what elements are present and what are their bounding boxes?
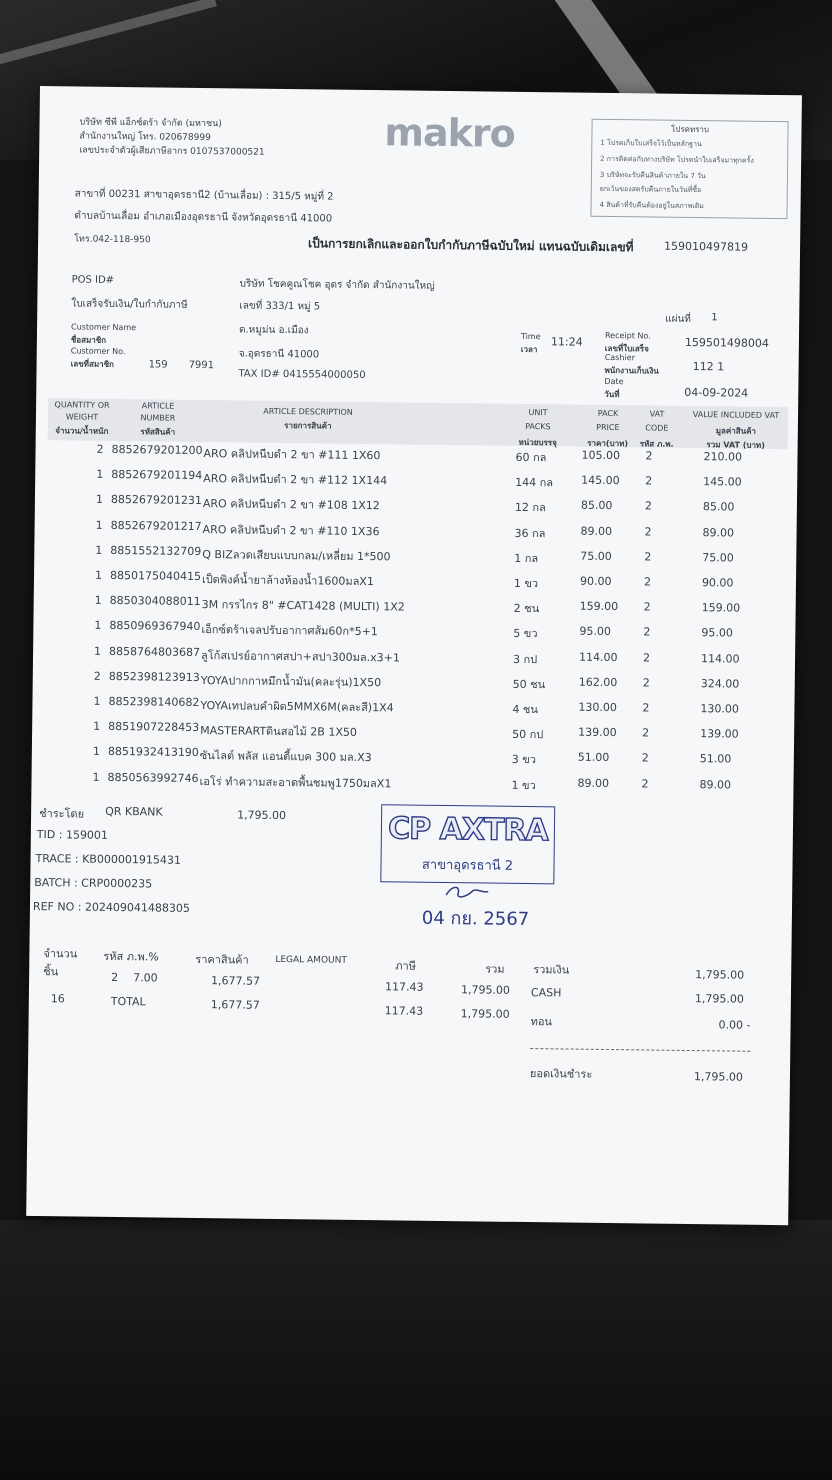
item-article: 8850175040415 [109,568,202,584]
branch-line: สาขาที่ 00231 สาขาอุดรธานี2 (บ้านเลื่อม) : 315/5 หมู่ที่ 2 [74,188,334,203]
summary-row1-code: 2 [111,970,119,985]
cp-axtra-stamp [380,804,555,884]
cashier-label-th: พนักงานเก็บเงิน [604,365,659,376]
item-vat: 2 [642,701,650,715]
notice-line: 2 การติดต่อกับทางบริษัท โปรดนำใบเสร็จมาทุกครั้ง [600,154,754,165]
item-value: 90.00 [701,576,734,590]
receipt-no-label-th: เลขที่ใบเสร็จ [604,343,649,354]
col-description: ARTICLE DESCRIPTION [263,406,353,417]
sheet-number: 1 [711,312,718,324]
signature-mark [442,883,492,902]
item-price: 105.00 [581,448,621,463]
item-value: 89.00 [702,525,735,540]
summary-total-sum: 1,795.00 [460,1007,510,1021]
item-value: 145.00 [703,475,742,489]
summary-divider [530,1048,750,1052]
summary-count-label: จำนวน [43,947,78,961]
date-label-th: วันที่ [604,389,620,400]
item-unit: 5 ขว [513,627,538,641]
item-unit: 1 ขว [513,576,539,591]
item-vat: 2 [644,499,652,513]
summary-cash: 1,795.00 [694,992,744,1006]
item-article: 8851552132709 [110,543,202,558]
col-value: VALUE INCLUDED VAT [692,410,780,421]
item-qty: 1 [94,619,102,633]
stamp-branch: สาขาอุดรธานี 2 [421,857,514,874]
item-unit: 1 กล [514,551,539,565]
summary-row1-pct: 7.00 [133,971,158,985]
summary-cash-label: CASH [530,986,562,1000]
item-vat: 2 [642,726,650,740]
branch-address: ตำบลบ้านเลื่อม อำเภอเมืองอุดรธานี จังหวัดอุดรธานี 41000 [74,210,333,225]
notice-title: โปรดทราบ [670,124,710,135]
item-vat: 2 [644,525,652,539]
item-value: 130.00 [700,702,740,716]
item-desc: ARO คลิปหนีบดำ 2 ขา #112 1X144 [203,472,388,488]
item-desc: ลูโก้สเปรย์อากาศสปา+สปา300มล.x3+1 [200,648,401,665]
item-price: 89.00 [577,776,610,790]
col-pack-price: PRICE [596,422,620,433]
col-pack-price: PACK [597,408,619,419]
item-article: 8858764803687 [109,644,201,659]
summary-total-goods: 1,677.57 [210,998,260,1012]
item-price: 85.00 [580,499,613,513]
column-header-bar [48,398,788,449]
payment-batch: BATCH : CRP0000235 [34,875,153,891]
customer-tax-id: TAX ID# 0415554000050 [238,368,366,381]
item-desc: Q BIZลวดเสียบแบบกลม/เหลี่ยม 1*500 [202,547,391,564]
item-qty: 1 [95,543,103,557]
summary-row1-tax: 117.43 [384,980,424,994]
notice-line: 3 บริษัทจะรับคืนสินค้าภายใน 7 วัน [599,170,706,181]
item-qty: 1 [93,719,101,733]
item-article: 8852679201200 [111,442,203,458]
item-article: 8852679201217 [110,518,202,533]
summary-count: 16 [50,992,65,1006]
col-article: ARTICLE [141,401,175,411]
company-office: สำนักงานใหญ่ โทร. 020678999 [79,131,211,144]
company-name: บริษัท ซีพี แอ็กซ์ตร้า จำกัด (มหาชน) [79,117,222,130]
item-value: 114.00 [700,651,740,666]
item-desc: MASTERARTดินสอไม้ 2B 1X50 [200,724,358,740]
payment-trace: TRACE : KB000001915431 [35,852,181,867]
item-qty: 1 [94,593,102,607]
receipt-type: ใบเสร็จรับเงิน/ใบกำกับภาษี [71,298,188,311]
item-desc: เป็ดพิงค์น้ำยาล้างห้องน้ำ1600มลX1 [201,573,374,589]
col-article: NUMBER [140,413,176,423]
pos-id-label: POS ID# [71,274,115,286]
stamp-date: 04 กย. 2567 [421,907,530,931]
item-qty: 1 [94,568,103,582]
summary-change-label: ทอน [530,1015,553,1029]
col-unit: UNIT [528,407,548,418]
col-value: มูลค่าสินค้า [715,426,756,436]
item-vat: 2 [643,575,652,589]
customer-address-3: จ.อุดรธานี 41000 [238,348,320,361]
item-price: 145.00 [581,473,620,488]
item-unit: 3 กป [512,652,538,666]
payment-ref: REF NO : 202409041488305 [32,899,191,915]
payment-amount: 1,795.00 [237,808,287,823]
company-tax-id: เลขประจำตัวผู้เสียภาษีอากร 0107537000521 [79,145,265,158]
payment-tid: TID : 159001 [36,828,109,842]
notice-line: ยกเว้นของสดรับคืนภายในวันที่ซื้อ [599,184,702,195]
item-price: 90.00 [579,574,612,589]
payment-method: QR KBANK [105,804,163,819]
item-unit: 36 กล [514,526,546,540]
item-unit: 4 ชน [512,702,538,717]
item-qty: 1 [94,644,102,658]
summary-net-label: ยอดเงินชำระ [529,1067,593,1081]
customer-company: บริษัท โชคคูณโชค อุดร จำกัด สำนักงานใหญ่ [239,278,435,292]
customer-address-1: เลขที่ 333/1 หมู่ 5 [239,300,321,313]
item-unit: 12 กล [514,501,546,515]
item-value: 85.00 [702,500,735,514]
item-qty: 1 [95,493,104,507]
item-article: 8852398123913 [108,669,200,684]
item-vat: 2 [645,449,653,463]
time-label-th: เวลา [520,344,538,355]
background-bottom [0,1220,832,1480]
summary-row1-goods: 1,677.57 [211,974,261,988]
item-article: 8850563992746 [107,770,199,785]
time-label: Time [520,331,541,342]
cashier-label: Cashier [604,352,635,363]
sheet-label: แผ่นที่ [665,313,691,325]
col-vat: CODE [645,423,669,433]
item-price: 139.00 [578,725,617,740]
summary-net: 1,795.00 [693,1070,744,1084]
item-desc: 3M กรรไกร 8" #CAT1428 (MULTI) 1X2 [201,598,405,614]
item-value: 89.00 [699,777,732,792]
customer-no-label: Customer No. [70,346,126,357]
summary-vat-code-label: รหัส ภ.พ.% [103,949,159,964]
item-qty: 1 [95,518,103,532]
item-article: 8852398140682 [108,694,200,709]
item-article: 8850969367940 [109,619,201,634]
item-vat: 2 [641,776,649,791]
cancel-number: 159010497819 [664,239,749,254]
item-desc: ซันไลต์ พลัส แอนตี้แบค 300 มล.X3 [199,749,372,765]
item-qty: 1 [93,694,101,708]
item-price: 130.00 [578,700,618,715]
summary-tax-label: ภาษี [395,959,417,973]
item-article: 8852679201231 [110,493,203,508]
summary-goods-label: ราคาสินค้า [195,952,249,967]
item-vat: 2 [642,651,651,665]
item-article: 8850304088011 [109,594,201,609]
customer-no-part1: 159 [148,359,168,371]
item-vat: 2 [645,474,653,488]
item-vat: 2 [643,625,651,639]
date-value: 04-09-2024 [684,385,749,400]
item-vat: 2 [643,600,651,614]
col-vat: รหัส ภ.พ. [639,439,674,449]
makro-logo: makro [384,110,516,156]
notice-line: 1 โปรดเก็บใบเสร็จไว้เป็นหลักฐาน [600,138,702,149]
col-qty: WEIGHT [65,412,99,422]
item-price: 75.00 [580,549,612,563]
item-vat: 2 [644,550,652,564]
item-value: 324.00 [700,676,740,691]
col-pack-price: ราคา(บาท) [587,438,629,449]
customer-no-part2: 7991 [188,359,215,372]
customer-name-label-th: ชื่อสมาชิก [70,335,107,345]
col-description: รายการสินค้า [284,421,332,431]
branch-phone: โทร.042-118-950 [74,234,151,246]
col-article: รหัสสินค้า [140,427,176,437]
col-qty: QUANTITY OR [54,400,110,410]
summary-change: 0.00 - [718,1018,751,1032]
item-vat: 2 [641,751,649,765]
item-price: 89.00 [580,524,613,538]
summary-total-money-label: รวมเงิน [533,963,570,977]
item-value: 139.00 [700,727,739,741]
item-unit: 1 ขว [511,778,536,792]
item-value: 159.00 [701,601,741,615]
item-price: 95.00 [579,625,611,639]
time-value: 11:24 [550,335,583,349]
item-price: 162.00 [578,675,618,689]
col-unit: PACKS [525,421,551,432]
item-desc: YOYAเทปลบคำผิด5MMX6M(คละสี)1X4 [200,699,394,715]
item-unit: 3 ขว [511,753,537,767]
col-vat: VAT [649,409,665,419]
summary-total-label: TOTAL [110,994,146,1009]
item-unit: 144 กล [515,476,554,490]
item-desc: ARO คลิปหนีบดำ 2 ขา #110 1X36 [202,522,380,538]
date-label: Date [604,376,624,387]
receipt-no-label: Receipt No. [604,330,651,341]
item-unit: 50 ชน [512,677,546,692]
item-article: 8851907228453 [108,720,200,735]
cashier-no: 112 1 [692,359,725,374]
notice-line: 4 สินค้าที่รับคืนต้องอยู่ในสภาพเดิม [599,200,704,211]
notice-box [590,119,788,219]
item-price: 51.00 [577,751,610,765]
col-qty: จำนวน/น้ำหนัก [55,426,109,436]
summary-legal-label: LEGAL AMOUNT [275,954,347,966]
stamp-brand: CP AXTRA [387,811,548,849]
customer-name-label: Customer Name [71,322,137,333]
item-desc: เอ็กซ์ตร้าเจลปรับอากาศส้ม60ก*5+1 [201,623,378,639]
item-desc: ARO คลิปหนีบดำ 2 ขา #111 1X60 [203,447,381,463]
item-value: 51.00 [699,752,732,766]
summary-grand-total: 1,795.00 [695,968,745,982]
item-unit: 50 กป [512,728,544,742]
receipt-paper [26,86,802,1225]
summary-row1-sum: 1,795.00 [460,983,511,997]
col-unit: หน่วยบรรจุ [518,437,557,448]
summary-sum-label: รวม [485,962,505,976]
item-qty: 1 [92,770,100,784]
item-qty: 2 [93,669,101,683]
item-price: 114.00 [578,650,618,664]
customer-address-2: ต.หมูม่น อ.เมือง [238,324,309,337]
receipt-no-value: 159501498004 [684,335,769,350]
summary-total-tax: 117.43 [384,1004,424,1018]
item-qty: 1 [96,467,104,481]
item-qty: 2 [96,442,104,456]
item-desc: ARO คลิปหนีบดำ 2 ขา #108 1X12 [202,497,380,513]
item-value: 210.00 [703,450,743,464]
col-value: รวม VAT (บาท) [706,440,765,450]
item-price: 159.00 [579,599,619,614]
item-unit: 2 ชน [513,602,540,616]
item-value: 75.00 [702,550,734,565]
item-article: 8852679201194 [111,468,203,483]
item-vat: 2 [642,676,650,690]
cancel-note: เป็นการยกเลิกและออกใบกำกับภาษีฉบับใหม่ แทนฉบับเดิมเลขที่ [308,236,634,255]
item-desc: เอโร่ ทำความสะอาดพื้นชมพู1750มลX1 [199,774,392,790]
item-value: 95.00 [701,626,733,640]
paid-by-label: ชำระโดย [39,807,85,821]
item-article: 8851932413190 [107,745,199,760]
item-desc: YOYAปากกาหมึกน้ำมัน(คละรุ่น)1X50 [200,673,382,690]
summary-piece-label: ชิ้น [43,965,59,979]
customer-no-label-th: เลขที่สมาชิก [70,359,114,369]
item-qty: 1 [92,745,100,759]
item-unit: 60 กล [515,450,547,465]
